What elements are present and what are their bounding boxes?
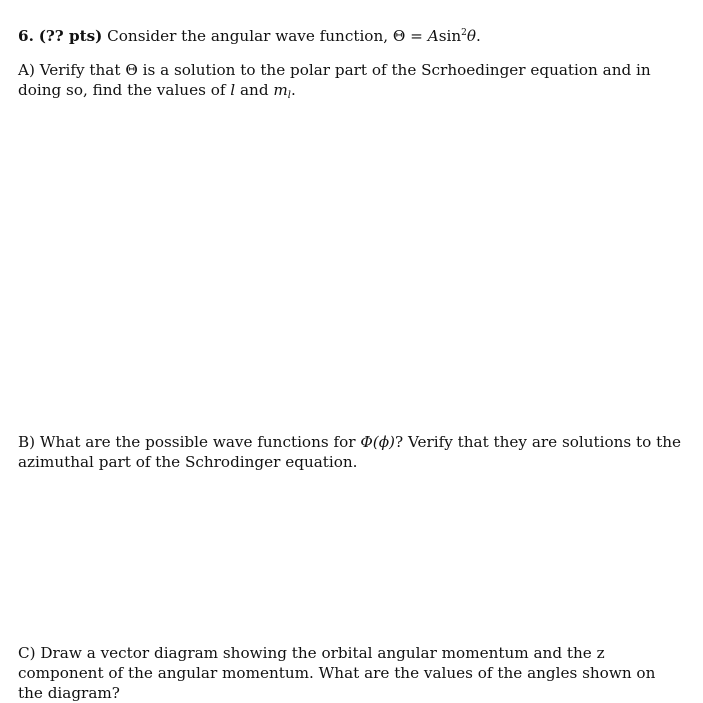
part-b-prompt [18, 432, 684, 472]
part-b-lead: B) What are the possible wave functions for [18, 433, 356, 451]
period: . [476, 27, 481, 45]
amplitude-symbol: A [427, 27, 439, 45]
part-a-period: . [290, 81, 296, 99]
question-intro: Consider the angular wave function, [107, 27, 389, 45]
theta-variable: θ [466, 27, 477, 45]
exponent: 2 [461, 28, 467, 38]
m-symbol: $m_l$ [273, 81, 291, 101]
m-subscript: l [287, 90, 291, 101]
question-mark: ? [394, 433, 404, 451]
part-a-lead: A) Verify that [18, 61, 121, 79]
theta-symbol: Θ [392, 27, 406, 45]
part-c-text: C) Draw a vector diagram showing the orbital angular momentum and the z component of the angular momentum. What are the values of the angles shown on the diagram? [18, 644, 656, 702]
wave-function-equation [393, 27, 481, 45]
part-b-text: Verify that they are solutions to the azimuthal part of the Schrodinger equation. [18, 433, 681, 471]
question-header [18, 26, 684, 46]
and-word: and [239, 81, 269, 99]
question-number: 6. [18, 27, 34, 45]
part-a-prompt [18, 60, 684, 100]
l-symbol: l [230, 81, 236, 99]
part-c-prompt [18, 643, 684, 703]
part-a-text: is a solution to the polar part of the Scrhoedinger equation and in doing so, find the values of [18, 61, 651, 99]
equals-sign: = [410, 27, 423, 45]
phi-function: Φ(ϕ) [360, 433, 395, 451]
sin-function: sin [438, 27, 462, 45]
part-a-theta-symbol: Θ [125, 61, 138, 79]
question-points: (?? pts) [38, 27, 103, 45]
